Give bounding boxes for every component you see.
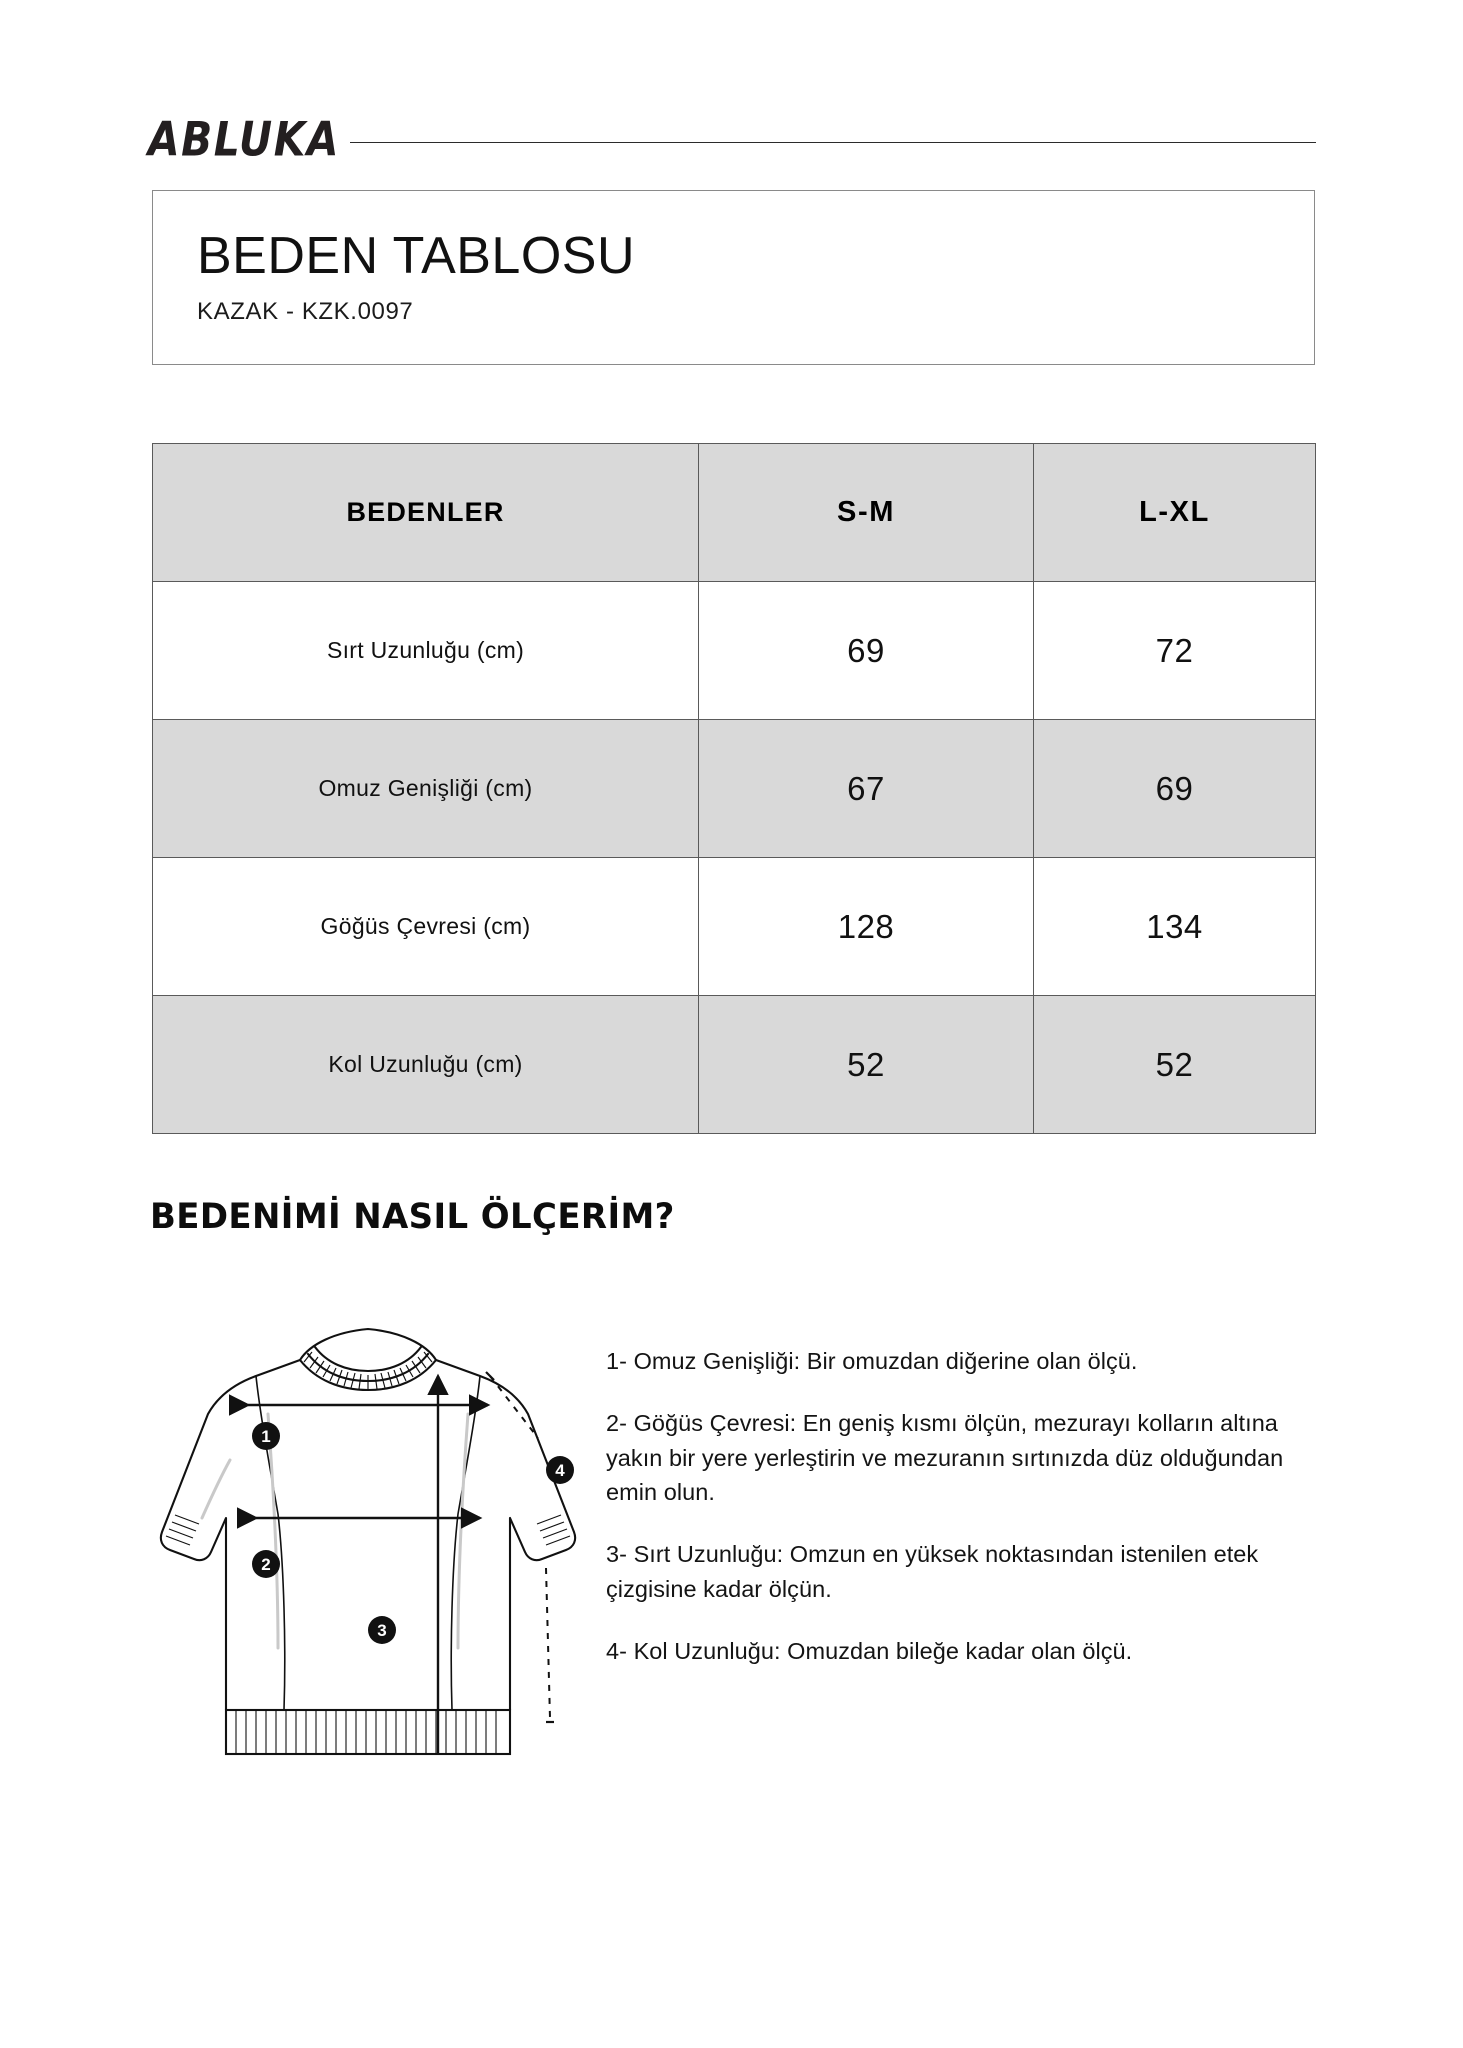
column-header-lxl: L-XL bbox=[1034, 444, 1316, 582]
table-row bbox=[153, 582, 1316, 720]
abluka-logo: ABLUKA bbox=[148, 112, 340, 168]
measure-section bbox=[150, 1318, 1315, 1838]
brand-header bbox=[148, 112, 1316, 168]
page-subtitle: KAZAK - KZK.0097 bbox=[197, 297, 414, 325]
instruction-item-1: 1- Omuz Genişliği: Bir omuzdan diğerine olan ölçü. bbox=[606, 1348, 1138, 1374]
marker-1 bbox=[252, 1422, 280, 1450]
table-header-row bbox=[153, 444, 1316, 582]
marker-4 bbox=[546, 1456, 574, 1484]
instruction-item-2: 2- Göğüs Çevresi: En geniş kısmı ölçün, mezurayı kolların altına yakın bir yere yerleştirin ve mezuranın sırtınızda düz olduğundan emin olun. bbox=[606, 1409, 1284, 1506]
table-row bbox=[153, 858, 1316, 996]
instruction-item-4: 4- Kol Uzunluğu: Omuzdan bileğe kadar olan ölçü. bbox=[606, 1637, 1133, 1664]
svg-text:2: 2 bbox=[261, 1555, 271, 1574]
instructions-list bbox=[590, 1318, 1315, 1668]
title-box bbox=[152, 190, 1315, 365]
instruction-item-3: 3- Sırt Uzunluğu: Omzun en yüksek noktasından istenilen etek çizgisine kadar ölçün. bbox=[606, 1541, 1259, 1602]
page-title: BEDEN TABLOSU bbox=[197, 227, 636, 285]
sweater-technical-drawing-svg bbox=[150, 1318, 590, 1818]
column-header-sm: S-M bbox=[699, 444, 1034, 582]
row-value-sm: 52 bbox=[699, 996, 1034, 1134]
row-label: Kol Uzunluğu (cm) bbox=[153, 996, 699, 1134]
column-header-measurements: BEDENLER bbox=[153, 444, 699, 582]
row-value-lxl: 52 bbox=[1034, 996, 1316, 1134]
sweater-diagram bbox=[150, 1318, 590, 1818]
marker-2 bbox=[252, 1550, 280, 1578]
row-value-lxl: 69 bbox=[1034, 720, 1316, 858]
table-row bbox=[153, 996, 1316, 1134]
row-label: Omuz Genişliği (cm) bbox=[153, 720, 699, 858]
svg-text:3: 3 bbox=[377, 1621, 387, 1640]
table-row bbox=[153, 720, 1316, 858]
row-value-sm: 128 bbox=[699, 858, 1034, 996]
row-label: Sırt Uzunluğu (cm) bbox=[153, 582, 699, 720]
hem-ribbing bbox=[226, 1710, 510, 1754]
svg-text:4: 4 bbox=[555, 1461, 565, 1480]
measure-section-heading: BEDENİMİ NASIL ÖLÇERİM? bbox=[150, 1197, 675, 1237]
marker-3 bbox=[368, 1616, 396, 1644]
size-table bbox=[152, 443, 1316, 1134]
size-table-body bbox=[153, 582, 1316, 1134]
row-value-lxl: 134 bbox=[1034, 858, 1316, 996]
row-value-sm: 67 bbox=[699, 720, 1034, 858]
row-value-lxl: 72 bbox=[1034, 582, 1316, 720]
row-value-sm: 69 bbox=[699, 582, 1034, 720]
header-divider-rule bbox=[350, 142, 1316, 143]
row-label: Göğüs Çevresi (cm) bbox=[153, 858, 699, 996]
svg-text:1: 1 bbox=[261, 1427, 271, 1446]
size-table-header bbox=[153, 444, 1316, 582]
